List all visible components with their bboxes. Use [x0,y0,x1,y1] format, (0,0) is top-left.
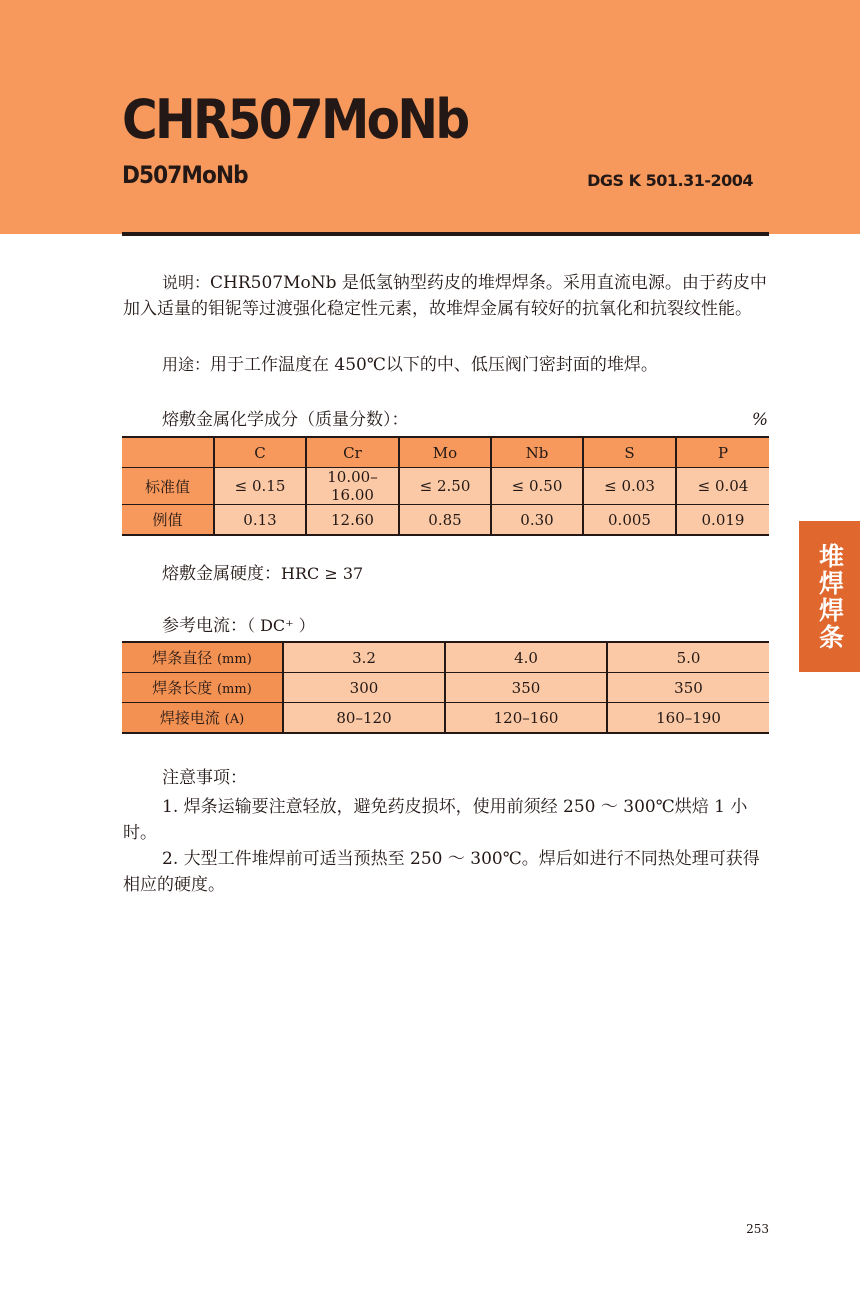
chemistry-cell: 0.019 [676,505,769,536]
current-cell: 160–190 [607,703,769,734]
chemistry-cell: 0.005 [583,505,676,536]
header-rule [122,232,769,236]
chemistry-cell: ≤ 2.50 [399,468,491,505]
current-row-unit: (mm) [216,652,252,667]
chemistry-unit: % [751,410,768,430]
chemistry-cell: 10.00–16.00 [306,468,399,505]
chemistry-cell: 0.13 [214,505,306,536]
table-row [122,642,769,673]
table-row [122,468,769,505]
chemistry-row-label: 例值 [122,505,214,536]
chemistry-cell: ≤ 0.04 [676,468,769,505]
current-polarity: （ DC⁺ ） [247,616,315,635]
chemistry-col-header: Nb [491,437,583,468]
hardness-line [162,562,363,586]
chemistry-cell: 12.60 [306,505,399,536]
current-row-name: 焊条直径 [152,649,213,667]
current-row-unit: (mm) [216,682,252,697]
table-row [122,673,769,703]
product-alias: D507MoNb [122,161,248,189]
current-table [122,641,769,734]
current-line [162,614,315,638]
chemistry-cell: ≤ 0.15 [214,468,306,505]
chemistry-row-label: 标准值 [122,468,214,505]
current-row-unit: (A) [224,712,245,727]
usage-label: 用途： [162,355,211,374]
description-text: CHR507MoNb 是低氢钠型药皮的堆焊焊条。采用直流电源。由于药皮中加入适量的钼铌等过渡强化稳定性元素，故堆焊金属有较好的抗氧化和抗裂纹性能。 [123,273,767,319]
chemistry-col-header [122,437,214,468]
chemistry-col-header: P [676,437,769,468]
current-row-name: 焊条长度 [152,679,213,697]
chemistry-cell: ≤ 0.03 [583,468,676,505]
description-label: 说明： [162,273,211,292]
description-paragraph [123,270,769,322]
chemistry-col-header: C [214,437,306,468]
current-cell: 300 [283,673,445,703]
current-cell: 350 [445,673,607,703]
hardness-value: HRC ≥ 37 [281,564,364,583]
chemistry-table [122,436,769,536]
chemistry-label: 熔敷金属化学成分（质量分数）： [162,410,409,430]
usage-paragraph [123,352,769,378]
side-tab-label: 堆焊焊条 [815,542,845,651]
note-item: 1. 焊条运输要注意轻放，避免药皮损坏，使用前须经 250 ～ 300℃烘焙 1 小时。 [123,797,748,843]
chemistry-cell: 0.85 [399,505,491,536]
chemistry-header-row [122,437,769,468]
current-row-label [122,642,283,673]
current-row-label [122,673,283,703]
current-row-label [122,703,283,734]
standard-code: DGS K 501.31-2004 [587,171,753,190]
table-row [122,505,769,536]
hardness-label: 熔敷金属硬度： [162,564,281,584]
table-row [122,703,769,734]
notes-label: 注意事项： [162,768,247,788]
chemistry-col-header: Cr [306,437,399,468]
page-number: 253 [746,1222,769,1236]
current-cell: 4.0 [445,642,607,673]
chemistry-cell: ≤ 0.50 [491,468,583,505]
usage-text: 用于工作温度在 450℃以下的中、低压阀门密封面的堆焊。 [210,355,658,375]
current-cell: 80–120 [283,703,445,734]
product-title: CHR507MoNb [122,88,468,151]
note-item: 2. 大型工件堆焊前可适当预热至 250 ～ 300℃。焊后如进行不同热处理可获得相应的硬度。 [123,849,760,895]
chemistry-cell: 0.30 [491,505,583,536]
current-label: 参考电流： [162,616,247,636]
current-cell: 350 [607,673,769,703]
current-row-name: 焊接电流 [159,709,220,727]
current-cell: 5.0 [607,642,769,673]
current-cell: 3.2 [283,642,445,673]
chemistry-col-header: S [583,437,676,468]
current-cell: 120–160 [445,703,607,734]
chemistry-col-header: Mo [399,437,491,468]
section-side-tab [799,521,860,672]
